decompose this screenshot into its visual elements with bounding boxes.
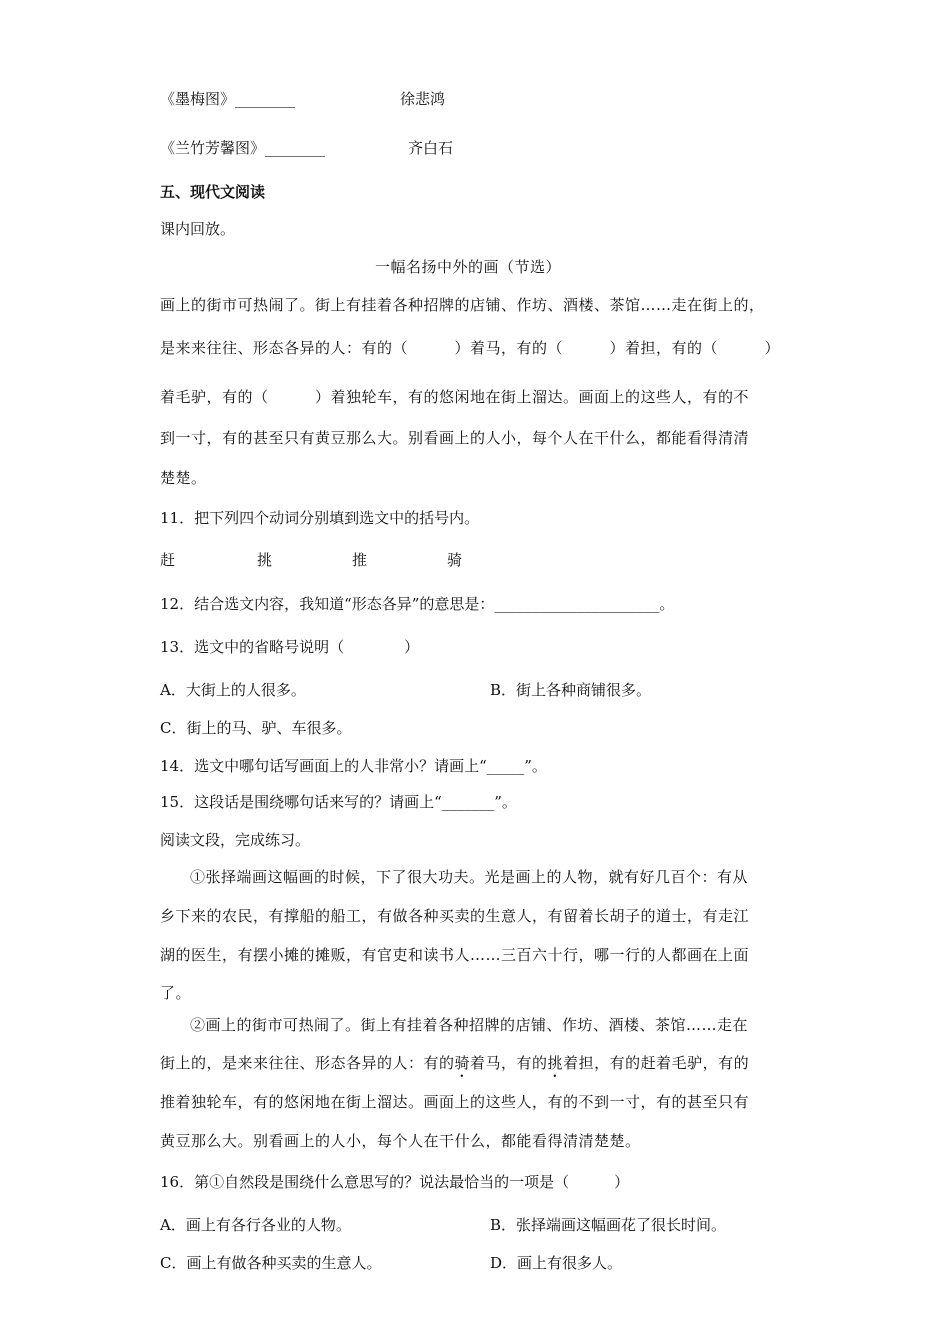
passage-line: 楚楚。 (160, 469, 207, 487)
para2-text: 街上的，是来来往往、形态各异的人：有的 (160, 1054, 455, 1072)
passage-line: 画上的街市可热闹了。街上有挂着各种招牌的店铺、作坊、酒楼、茶馆……走在街上的， (160, 296, 765, 314)
dotted-verb: 挑 (547, 1054, 564, 1072)
section-intro: 课内回放。 (160, 220, 236, 238)
paragraph-1-line: 湖的医生，有摆小摊的摊贩，有官吏和读书人……三百六十行，哪一行的人都画在上面 (160, 946, 750, 964)
match-row-1-right: 徐悲鸿 (400, 90, 446, 108)
verb-word: 挑 (257, 551, 273, 569)
paragraph-1-line: ①张择端画这幅画的时候，下了很大功夫。光是画上的人物，就有好几百个：有从 (190, 868, 749, 886)
dotted-verb: 骑 (454, 1054, 471, 1072)
match-row-2-right: 齐白石 (408, 139, 454, 157)
question-13: 13．选文中的省略号说明（ ） (160, 638, 420, 656)
passage-line: 到一寸，有的甚至只有黄豆那么大。别看画上的人小，每个人在干什么，都能看得清清 (160, 429, 750, 447)
option-b[interactable]: B．张择端画这幅画花了很长时间。 (490, 1216, 727, 1234)
match-row-1-left: 《墨梅图》________ (160, 90, 296, 108)
paragraph-2-line (160, 1052, 749, 1081)
question-16: 16．第①自然段是围绕什么意思写的？说法最恰当的一项是（ ） (160, 1173, 630, 1191)
option-a[interactable]: A．大街上的人很多。 (160, 681, 306, 699)
paragraph-1-line: 乡下来的农民，有撑船的船工，有做各种买卖的生意人，有留着长胡子的道士，有走江 (160, 907, 750, 925)
option-c[interactable]: C．画上有做各种买卖的生意人。 (160, 1254, 382, 1272)
paragraph-1-line: 了。 (160, 984, 192, 1002)
para2-text: 着马，有的 (470, 1054, 548, 1072)
verb-word: 骑 (447, 551, 463, 569)
reading-intro: 阅读文段，完成练习。 (160, 831, 311, 849)
question-15: 15．这段话是围绕哪句话来写的？请画上“_______”。 (160, 793, 517, 811)
passage-title: 一幅名扬中外的画（节选） (375, 258, 562, 276)
question-12: 12．结合选文内容，我知道“形态各异”的意思是：______________________。 (160, 595, 675, 613)
verb-word: 推 (352, 551, 368, 569)
match-row-2-left: 《兰竹芳馨图》________ (160, 139, 326, 157)
passage-line: 是来来往往、形态各异的人：有的（ ）着马，有的（ ）着担，有的（ ） (160, 339, 781, 357)
option-a[interactable]: A．画上有各行各业的人物。 (160, 1216, 351, 1234)
question-14: 14．选文中哪句话写画面上的人非常小？请画上“_____”。 (160, 757, 547, 775)
verb-word: 赶 (160, 551, 176, 569)
paragraph-2-line: ②画上的街市可热闹了。街上有挂着各种招牌的店铺、作坊、酒楼、茶馆……走在 (190, 1016, 749, 1034)
option-c[interactable]: C．街上的马、驴、车很多。 (160, 719, 352, 737)
paragraph-2-line: 推着独轮车，有的悠闲地在街上溜达。画面上的这些人，有的不到一寸，有的甚至只有 (160, 1093, 750, 1111)
question-11: 11．把下列四个动词分别填到选文中的括号内。 (160, 509, 480, 527)
para2-text: 着担，有的赶着毛驴，有的 (563, 1054, 750, 1072)
paragraph-2-line: 黄豆那么大。别看画上的人小，每个人在干什么，都能看得清清楚楚。 (160, 1132, 641, 1150)
passage-line: 着毛驴，有的（ ）着独轮车，有的悠闲地在街上溜达。画面上的这些人，有的不 (160, 388, 750, 406)
section-heading: 五、现代文阅读 (160, 183, 266, 201)
option-b[interactable]: B．街上各种商铺很多。 (490, 681, 652, 699)
option-d[interactable]: D．画上有很多人。 (490, 1254, 623, 1272)
